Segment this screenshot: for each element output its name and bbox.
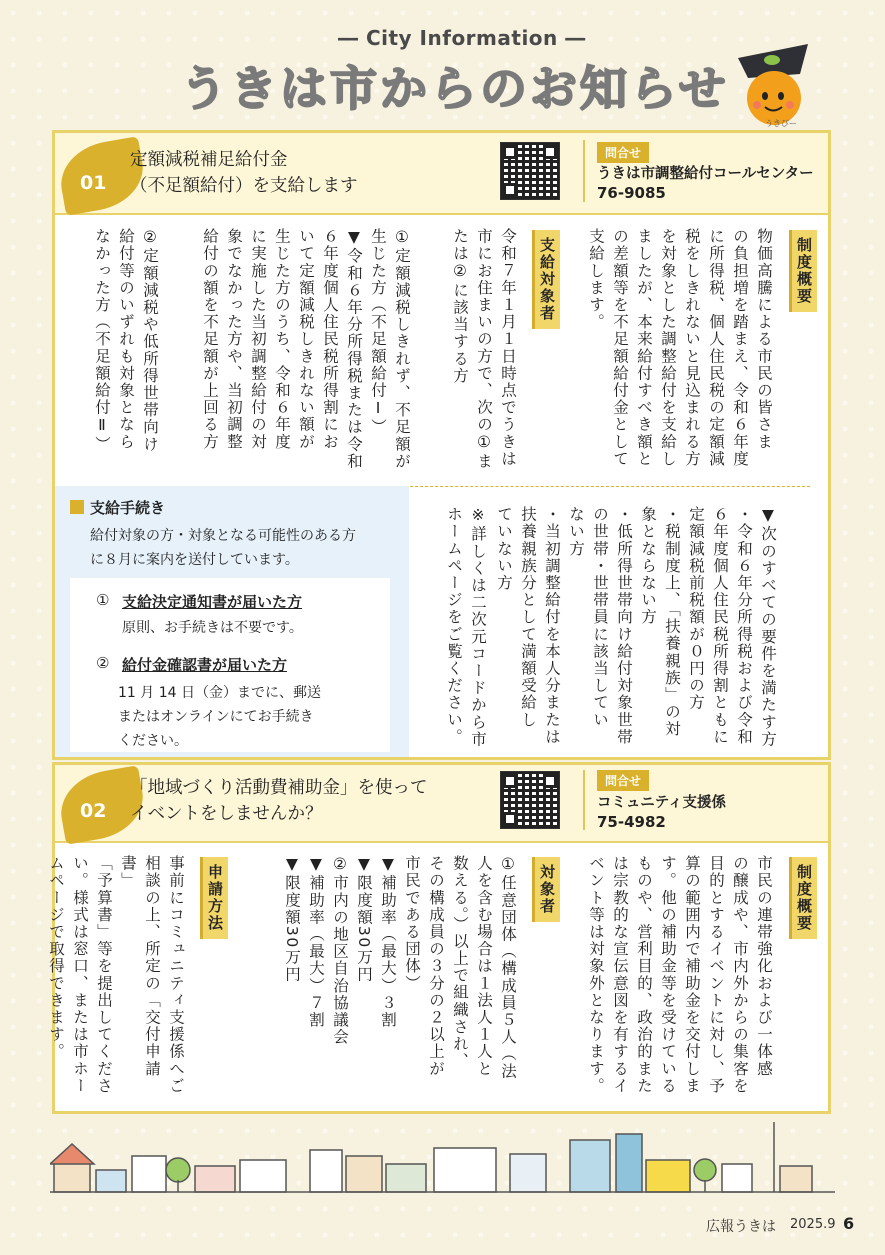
procedure-square-icon: [70, 500, 84, 514]
notice-1-title-line2: （不足額給付）を支給します: [130, 176, 358, 196]
target-line: ▼補助率（最大）３割: [379, 855, 397, 1029]
section-divider: [410, 486, 810, 487]
overview-line: ベント等は対象外となります。: [587, 855, 605, 1095]
overview-line: を対象とした調整給付を支給し: [659, 228, 677, 468]
overview-line: は宗教的な宣伝意図を有するイ: [611, 855, 629, 1095]
apply-line: ムページで取得できます。: [47, 855, 65, 1061]
footer-publication: 広報うきは: [706, 1219, 776, 1235]
req-line: ていない方: [495, 506, 513, 592]
overview-line: の醸成や、市内外からの集客を: [731, 855, 749, 1095]
overview-text: [566, 228, 776, 483]
case-1-text: [182, 228, 414, 483]
case-line: 給付の額を不足額が上回る方: [201, 228, 219, 451]
contact-phone: 76-9085: [597, 184, 666, 202]
case-line: いて定額減税しきれない額が: [297, 228, 315, 451]
procedure-intro-2: に８月に案内を送付しています。: [90, 552, 299, 568]
target-line: 市にお住まいの方で、次の①ま: [475, 228, 493, 470]
procedure-heading: 支給手続き: [90, 499, 166, 517]
header-kicker: ― City Information ―: [338, 26, 586, 50]
target-line: ▼補助率（最大）７割: [307, 855, 325, 1029]
proc-2-text-1: 11 月 14 日（金）までに、郵送: [118, 685, 321, 701]
apply-line: 事前にコミュニティ支援係へご: [167, 855, 185, 1095]
overview-line: に所得税、個人住民税の定額減: [707, 228, 725, 468]
req-line: ・令和６年分所得税および令和: [735, 506, 753, 746]
target-text: [280, 855, 520, 1100]
req-line: ▼次のすべての要件を満たす方: [759, 506, 777, 748]
proc-2-text-2: またはオンラインにてお手続き: [118, 709, 314, 725]
target-line: ②市内の地区自治協議会: [331, 855, 349, 1046]
notice-2-number: 02: [80, 800, 107, 822]
req-line: 象とならない方: [639, 506, 657, 626]
contact-name: コミュニティ支援係: [597, 795, 727, 811]
qr-code-icon[interactable]: [500, 142, 560, 200]
overview-line: の負担増を踏まえ、令和６年度: [731, 228, 749, 468]
target-line: ▼限度額30万円: [283, 855, 301, 984]
target-line: 令和７年１月１日時点でうきは: [499, 228, 517, 468]
page-title: うきは市からのお知らせ: [180, 62, 729, 117]
requirements-note: [430, 506, 490, 751]
mascot-icon: [728, 40, 818, 130]
proc-2-number: ②: [96, 654, 110, 672]
req-line: ない方: [567, 506, 585, 558]
procedure-intro-1: 給付対象の方・対象となる可能性のある方: [90, 528, 356, 544]
notice-2-title-line1: 「地域づくり活動費補助金」を使って: [130, 778, 428, 798]
target-line: その構成員の３分の２以上が: [427, 855, 445, 1078]
target-line: 人を含む場合は１法人１人と: [475, 855, 493, 1078]
case-line: 生じた方（不足額給付Ⅰ）: [369, 228, 387, 436]
overview-line: 税をしきれないと見込まれる方: [683, 228, 701, 468]
target-heading: 対象者: [532, 857, 560, 922]
case-line: ▼令和６年分所得税または令和: [345, 228, 363, 470]
target-line: ▼限度額30万円: [355, 855, 373, 984]
contact-tag: 問合せ: [597, 770, 649, 791]
proc-1-title: 支給決定通知書が届いた方: [122, 593, 303, 611]
overview-text: [576, 855, 776, 1100]
proc-2-title: 給付金確認書が届いた方: [122, 656, 288, 674]
req-line: ６年度個人住民税所得割ともに定額減税前税額が０円の方: [687, 506, 729, 746]
apply-heading: 申請方法: [200, 857, 228, 939]
case-line: ②定額減税や低所得世帯向け: [141, 228, 159, 453]
target-line: たは②に該当する方: [451, 228, 469, 385]
notice-1-title-line1: 定額減税補足給付金: [130, 150, 288, 170]
contact-tag: 問合せ: [597, 142, 649, 163]
overview-heading: 制度概要: [789, 230, 817, 312]
requirements-text: [495, 506, 780, 751]
contact-phone: 75-4982: [597, 813, 666, 831]
mascot-caption: うきぴー: [765, 119, 797, 128]
case-line: ①定額減税しきれず、不足額が: [393, 228, 411, 470]
target-line: ①任意団体（構成員５人（法: [499, 855, 517, 1080]
overview-line: 支給します。: [587, 228, 605, 331]
req-line: ・低所得世帯向け給付対象世帯: [615, 506, 633, 746]
overview-line: 市民の連帯強化および一体感: [755, 855, 773, 1078]
case-line: 象でなかった方や、当初調整: [225, 228, 243, 451]
apply-line: 相談の上、所定の「交付申請書」: [119, 855, 161, 1078]
case-line: 給付等のいずれも対象となら: [117, 228, 135, 451]
overview-line: の差額等を不足額給付金として: [611, 228, 629, 468]
case-line: 生じた方のうち、令和６年度: [273, 228, 291, 451]
proc-1-text: 原則、お手続きは不要です。: [122, 620, 303, 636]
note-line: ※詳しくは二次元コードから市: [469, 506, 487, 748]
overview-line: 算の範囲内で補助金を交付しま: [683, 855, 701, 1095]
apply-text: [47, 855, 188, 1100]
qr-code-icon[interactable]: [500, 771, 560, 829]
page-number: 6: [843, 1214, 855, 1233]
target-line: 数える。）以上で組織され、: [451, 855, 469, 1070]
proc-1-number: ①: [96, 591, 110, 609]
apply-line: 「予算書」等を提出してくださ: [95, 855, 113, 1095]
notice-1-number: 01: [80, 172, 107, 194]
contact-name: うきは市調整給付コールセンター: [597, 166, 814, 182]
case-2-text: [82, 228, 162, 483]
req-line: の世帯・世帯員に該当してい: [591, 506, 609, 729]
notice-2-title-line2: イベントをしませんか？: [130, 804, 323, 824]
overview-line: す。他の補助金等を受けている: [659, 855, 677, 1095]
req-line: 扶養親族分として満額受給し: [519, 506, 537, 729]
footer-issue: 2025.9: [790, 1217, 836, 1232]
case-line: なかった方（不足額給付Ⅱ）: [93, 228, 111, 453]
req-line: ・税制度上、「扶養親族」の対: [663, 506, 681, 738]
contact-divider: [583, 140, 585, 202]
note-line: ホームページをご覧ください。: [445, 506, 463, 746]
contact-divider: [583, 770, 585, 830]
target-heading: 支給対象者: [532, 230, 560, 329]
overview-line: 目的とするイベントに対し、予: [707, 855, 725, 1095]
apply-line: い。様式は窓口、または市ホー: [71, 855, 89, 1095]
target-text: [440, 228, 520, 483]
overview-line: ものや、営利目的、政治的また: [635, 855, 653, 1095]
overview-line: ましたが、本来給付すべき額と: [635, 228, 653, 468]
proc-2-text-3: ください。: [118, 733, 188, 749]
target-line: 市民である団体）: [403, 855, 421, 992]
overview-line: 物価高騰による市民の皆さま: [755, 228, 773, 451]
req-line: ・当初調整給付を本人分または: [543, 506, 561, 746]
townscape-illustration: [50, 1120, 835, 1200]
case-line: に実施した当初調整給付の対: [249, 228, 267, 451]
case-line: ６年度個人住民税所得割にお: [321, 228, 339, 451]
overview-heading: 制度概要: [789, 857, 817, 939]
